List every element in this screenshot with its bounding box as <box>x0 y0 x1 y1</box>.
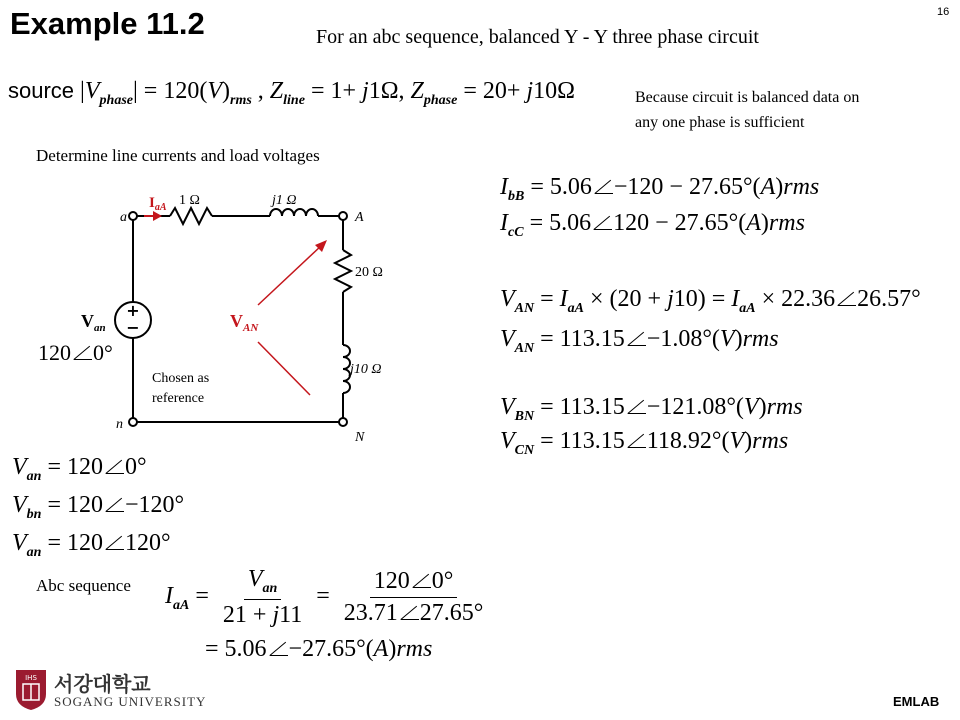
university-logo-icon <box>14 668 48 712</box>
source-value: 120 0° <box>38 340 113 365</box>
abc-sequence-label: Abc sequence <box>36 576 131 595</box>
university-name-english: SOGANG UNIVERSITY <box>54 694 207 709</box>
eq-iaa-2: = 5.06 −27.65°(A)rms <box>205 636 433 662</box>
line-inductor <box>270 209 318 216</box>
node-N-dot <box>339 418 347 426</box>
eq-van-1: $V_{AN} = I_{aA} \times (20 + j10) = I_{aA} \times 22.36$ 26.57° <box>500 286 921 316</box>
van-label: $V_{AN}$ <box>230 311 259 334</box>
source-eq-render: $|V_{phase}| = 120(V)_{rms}$ , $Z_{line} = 1+ j1\Omega$, $Z_{phase} = 20+ j10\Omega$ <box>80 78 575 108</box>
chosen-reference-text: Chosen as reference <box>152 371 210 406</box>
eq-vcn: $V_{CN} = 113.15$ 118.92°(V)rms <box>500 428 789 458</box>
line-r-label: 1 Ω <box>179 193 200 208</box>
eq-ibb: $I_{bB} = 5.06 -120 - 27.65^\circ(A)rms$ <box>500 174 820 204</box>
eq-seq-2: $V_{bn} = 120 -120^\circ$ <box>12 492 185 522</box>
source-word: source <box>8 78 75 103</box>
node-A-label: A <box>355 210 364 225</box>
line-x-label: j1 Ω <box>272 193 297 208</box>
slide-title: Example 11.2 <box>10 6 205 41</box>
balanced-note: Because circuit is balanced data on any one phase is sufficient <box>635 89 860 131</box>
plus-sign: + <box>126 301 140 320</box>
eq-van-2: $V_{AN} = 113.15 -1.08^\circ(V)rms$ <box>500 326 779 356</box>
minus-sign: − <box>126 318 140 337</box>
node-a-label: a <box>120 210 127 225</box>
eq-vbn: $V_{BN} = 113.15 -121.08^\circ(V)rms$ <box>500 394 803 424</box>
load-x-label: j10 Ω <box>350 362 382 377</box>
node-n-label: n <box>116 417 123 432</box>
line-resistor <box>170 208 212 224</box>
node-N-label: N <box>355 430 365 445</box>
source-label: $V_{an}$ <box>81 311 106 334</box>
university-name-korean: 서강대학교 <box>54 672 151 696</box>
eq-seq-3: $V_{an} = 120$ 120° <box>12 530 171 560</box>
eq-iaa-1: $I_{aA}$ = $\frac{V_{an}}{21 + j11}$ = $\frac{120 0^\circ}{23.71 27.65^\circ}$ <box>165 566 484 628</box>
node-A-dot <box>339 212 347 220</box>
source-equation <box>8 78 575 109</box>
load-resistor <box>335 250 351 292</box>
page-number: 16 <box>937 6 950 18</box>
node-a-dot <box>129 212 137 220</box>
lab-name: EMLAB <box>893 694 940 709</box>
slide-subtitle: For an abc sequence, balanced Y - Y three phase circuit <box>316 26 759 48</box>
logo-badge-text: IHS <box>25 674 37 682</box>
eq-seq-1: $V_{an} = 120$ 0° <box>12 454 147 484</box>
load-r-label: 20 Ω <box>355 265 383 280</box>
task-text: Determine line currents and load voltages <box>36 146 320 165</box>
load-inductor <box>343 345 350 393</box>
node-n-dot <box>129 418 137 426</box>
current-label: $I_{aA}$ <box>149 195 167 213</box>
eq-icc: $I_{cC} = 5.06$ 120 − 27.65°(A)rms <box>500 210 805 240</box>
